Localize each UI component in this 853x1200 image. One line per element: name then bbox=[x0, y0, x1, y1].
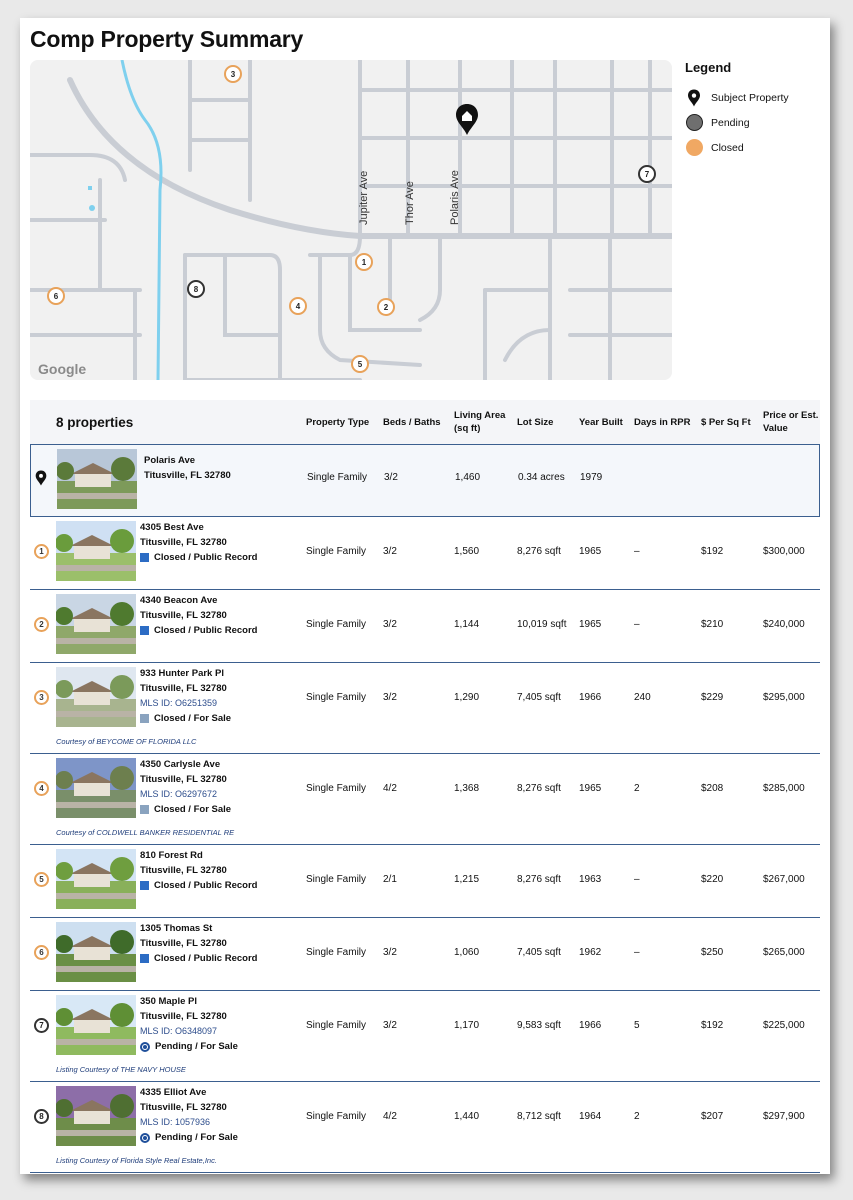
street-label-polaris: Polaris Ave bbox=[449, 170, 461, 225]
cell-year: 1965 bbox=[579, 783, 602, 794]
table-row[interactable] bbox=[30, 663, 820, 754]
col-header-area: Living Area (sq ft) bbox=[454, 410, 506, 434]
cell-lot: 9,583 sqft bbox=[517, 1020, 561, 1031]
mls-id[interactable]: MLS ID: O6251359 bbox=[140, 698, 218, 708]
cell-area: 1,290 bbox=[454, 692, 480, 703]
cell-lot: 0.34 acres bbox=[518, 472, 565, 483]
city-state-zip: Titusville, FL 32780 bbox=[140, 774, 227, 785]
status-label: Closed / Public Record bbox=[154, 552, 258, 563]
svg-text:1: 1 bbox=[361, 258, 367, 267]
listing-status bbox=[140, 550, 257, 565]
cell-area: 1,368 bbox=[454, 783, 480, 794]
cell-beds: 4/2 bbox=[383, 783, 397, 794]
status-label: Closed / For Sale bbox=[154, 713, 232, 724]
svg-text:5: 5 bbox=[357, 360, 363, 369]
status-label: Closed / For Sale bbox=[154, 804, 232, 815]
closed-status-icon bbox=[140, 954, 149, 963]
street-label-thor: Thor Ave bbox=[404, 181, 416, 225]
city-state-zip: Titusville, FL 32780 bbox=[140, 1011, 227, 1022]
cell-price: $285,000 bbox=[763, 783, 805, 794]
property-photo[interactable] bbox=[56, 667, 136, 727]
google-logo: Google bbox=[38, 361, 87, 377]
listing-status bbox=[140, 711, 231, 726]
cell-price: $265,000 bbox=[763, 947, 805, 958]
cell-beds: 3/2 bbox=[383, 1020, 397, 1031]
city-state-zip: Titusville, FL 32780 bbox=[140, 865, 227, 876]
map-pin-8[interactable] bbox=[188, 281, 204, 297]
cell-beds: 4/2 bbox=[383, 1111, 397, 1122]
cell-year: 1965 bbox=[579, 619, 602, 630]
home-location-pin-icon bbox=[685, 89, 703, 107]
cell-days: – bbox=[634, 619, 640, 630]
status-label: Closed / Public Record bbox=[154, 625, 258, 636]
col-header-ppsf: $ Per Sq Ft bbox=[701, 416, 751, 428]
comps-map[interactable] bbox=[30, 60, 672, 380]
cell-ppsf: $250 bbox=[701, 947, 724, 958]
street-address: 1305 Thomas St bbox=[140, 923, 213, 934]
cell-type: Single Family bbox=[306, 619, 367, 630]
cell-beds: 3/2 bbox=[383, 692, 397, 703]
cell-beds: 3/2 bbox=[383, 947, 397, 958]
cell-type: Single Family bbox=[306, 874, 367, 885]
listing-status bbox=[140, 951, 257, 966]
col-header-year: Year Built bbox=[579, 416, 623, 428]
cell-price: $297,900 bbox=[763, 1111, 805, 1122]
comp-marker: 4 bbox=[34, 781, 49, 796]
svg-text:7: 7 bbox=[644, 170, 650, 179]
cell-ppsf: $208 bbox=[701, 783, 724, 794]
closed-status-icon bbox=[140, 553, 149, 562]
cell-year: 1964 bbox=[579, 1111, 602, 1122]
closed-status-icon bbox=[140, 805, 149, 814]
property-address-block bbox=[140, 666, 231, 726]
property-photo[interactable] bbox=[56, 594, 136, 654]
svg-text:8: 8 bbox=[193, 285, 199, 294]
legend-label: Subject Property bbox=[711, 91, 789, 104]
property-address-block bbox=[140, 593, 257, 638]
street-address: 810 Forest Rd bbox=[140, 850, 203, 861]
legend-item-pending bbox=[685, 110, 825, 135]
closed-status-icon bbox=[140, 714, 149, 723]
cell-type: Single Family bbox=[306, 546, 367, 557]
street-label-jupiter: Jupiter Ave bbox=[358, 170, 370, 225]
status-label: Pending / For Sale bbox=[155, 1041, 238, 1052]
listing-courtesy: Courtesy of BEYCOME OF FLORIDA LLC bbox=[56, 737, 197, 746]
cell-type: Single Family bbox=[307, 472, 368, 483]
legend-title: Legend bbox=[685, 60, 732, 75]
property-address-block bbox=[144, 453, 231, 483]
cell-ppsf: $210 bbox=[701, 619, 724, 630]
cell-beds: 3/2 bbox=[383, 619, 397, 630]
cell-days: – bbox=[634, 546, 640, 557]
map-pin-3[interactable] bbox=[225, 66, 241, 82]
street-address: Polaris Ave bbox=[144, 455, 196, 466]
report-page bbox=[20, 18, 830, 1174]
property-photo[interactable] bbox=[56, 1086, 136, 1146]
cell-beds: 2/1 bbox=[383, 874, 397, 885]
cell-days: 240 bbox=[634, 692, 651, 703]
cell-year: 1963 bbox=[579, 874, 602, 885]
pending-status-icon bbox=[140, 1133, 150, 1143]
city-state-zip: Titusville, FL 32780 bbox=[140, 1102, 227, 1113]
street-address: 350 Maple Pl bbox=[140, 996, 198, 1007]
street-address: 4350 Carlysle Ave bbox=[140, 759, 221, 770]
mls-id[interactable]: MLS ID: 1057936 bbox=[140, 1117, 211, 1127]
status-label: Closed / Public Record bbox=[154, 953, 258, 964]
cell-beds: 3/2 bbox=[383, 546, 397, 557]
table-row[interactable] bbox=[30, 754, 820, 845]
property-photo[interactable] bbox=[57, 449, 137, 509]
property-photo[interactable] bbox=[56, 849, 136, 909]
cell-year: 1966 bbox=[579, 692, 602, 703]
cell-ppsf: $192 bbox=[701, 546, 724, 557]
cell-price: $267,000 bbox=[763, 874, 805, 885]
street-address: 4305 Best Ave bbox=[140, 522, 204, 533]
cell-beds: 3/2 bbox=[384, 472, 398, 483]
svg-text:6: 6 bbox=[53, 292, 59, 301]
subject-property-row[interactable] bbox=[30, 444, 820, 517]
comp-marker: 6 bbox=[34, 945, 49, 960]
comp-marker: 8 bbox=[34, 1109, 49, 1124]
property-address-block bbox=[140, 520, 257, 565]
pending-status-icon bbox=[140, 1042, 150, 1052]
map-pin-2[interactable] bbox=[378, 299, 394, 315]
map-pin-1[interactable] bbox=[356, 254, 372, 270]
closed-dot-icon bbox=[686, 139, 703, 156]
home-location-pin-icon bbox=[35, 470, 47, 491]
cell-price: $300,000 bbox=[763, 546, 805, 557]
legend-label: Pending bbox=[711, 116, 750, 129]
property-count: 8 properties bbox=[56, 414, 134, 430]
svg-text:2: 2 bbox=[383, 303, 389, 312]
cell-area: 1,215 bbox=[454, 874, 480, 885]
cell-type: Single Family bbox=[306, 783, 367, 794]
closed-status-icon bbox=[140, 626, 149, 635]
cell-year: 1966 bbox=[579, 1020, 602, 1031]
property-address-block bbox=[140, 1085, 238, 1145]
cell-year: 1962 bbox=[579, 947, 602, 958]
page-title: Comp Property Summary bbox=[30, 26, 304, 52]
cell-area: 1,060 bbox=[454, 947, 480, 958]
street-address: 4335 Elliot Ave bbox=[140, 1087, 207, 1098]
cell-days: 2 bbox=[634, 1111, 640, 1122]
cell-lot: 8,276 sqft bbox=[517, 874, 561, 885]
status-label: Closed / Public Record bbox=[154, 880, 258, 891]
property-address-block bbox=[140, 848, 257, 893]
table-row[interactable] bbox=[30, 517, 820, 590]
map-pin-4[interactable] bbox=[290, 298, 306, 314]
closed-status-icon bbox=[140, 881, 149, 890]
cell-days: – bbox=[634, 874, 640, 885]
map-pin-7[interactable] bbox=[639, 166, 655, 182]
city-state-zip: Titusville, FL 32780 bbox=[144, 470, 231, 481]
col-header-lot: Lot Size bbox=[517, 416, 554, 428]
table-row[interactable] bbox=[30, 845, 820, 918]
comps-table bbox=[30, 400, 820, 1173]
cell-type: Single Family bbox=[306, 947, 367, 958]
cell-type: Single Family bbox=[306, 692, 367, 703]
cell-ppsf: $207 bbox=[701, 1111, 724, 1122]
listing-courtesy: Listing Courtesy of Florida Style Real Estate,Inc. bbox=[56, 1156, 217, 1165]
property-address-block bbox=[140, 757, 231, 817]
comp-marker: 1 bbox=[34, 544, 49, 559]
cell-lot: 8,276 sqft bbox=[517, 546, 561, 557]
table-row[interactable] bbox=[30, 991, 820, 1082]
cell-area: 1,440 bbox=[454, 1111, 480, 1122]
comp-marker: 3 bbox=[34, 690, 49, 705]
map-canvas bbox=[30, 60, 672, 380]
col-header-beds: Beds / Baths bbox=[383, 416, 441, 428]
comp-marker: 7 bbox=[34, 1018, 49, 1033]
cell-year: 1979 bbox=[580, 472, 603, 483]
listing-status bbox=[140, 1130, 238, 1145]
cell-ppsf: $220 bbox=[701, 874, 724, 885]
table-row[interactable] bbox=[30, 1082, 820, 1173]
cell-ppsf: $229 bbox=[701, 692, 724, 703]
cell-lot: 8,712 sqft bbox=[517, 1111, 561, 1122]
cell-area: 1,170 bbox=[454, 1020, 480, 1031]
street-address: 933 Hunter Park Pl bbox=[140, 668, 224, 679]
cell-lot: 7,405 sqft bbox=[517, 692, 561, 703]
city-state-zip: Titusville, FL 32780 bbox=[140, 683, 227, 694]
table-row[interactable] bbox=[30, 590, 820, 663]
cell-price: $240,000 bbox=[763, 619, 805, 630]
cell-lot: 10,019 sqft bbox=[517, 619, 567, 630]
cell-lot: 7,405 sqft bbox=[517, 947, 561, 958]
cell-price: $225,000 bbox=[763, 1020, 805, 1031]
property-photo[interactable] bbox=[56, 995, 136, 1055]
cell-area: 1,460 bbox=[455, 472, 481, 483]
property-address-block bbox=[140, 921, 257, 966]
comp-marker: 2 bbox=[34, 617, 49, 632]
cell-area: 1,144 bbox=[454, 619, 480, 630]
mls-id[interactable]: MLS ID: O6297672 bbox=[140, 789, 218, 799]
cell-days: – bbox=[634, 947, 640, 958]
listing-courtesy: Courtesy of COLDWELL BANKER RESIDENTIAL RE bbox=[56, 828, 235, 837]
listing-status bbox=[140, 802, 231, 817]
cell-days: 5 bbox=[634, 1020, 640, 1031]
svg-text:4: 4 bbox=[295, 302, 301, 311]
comp-marker: 5 bbox=[34, 872, 49, 887]
property-photo[interactable] bbox=[56, 758, 136, 818]
pending-dot-icon bbox=[686, 114, 703, 131]
property-photo[interactable] bbox=[56, 922, 136, 982]
legend-label: Closed bbox=[711, 141, 744, 154]
legend-item-subject bbox=[685, 85, 825, 110]
col-header-days: Days in RPR bbox=[634, 416, 691, 428]
cell-ppsf: $192 bbox=[701, 1020, 724, 1031]
city-state-zip: Titusville, FL 32780 bbox=[140, 537, 227, 548]
map-pin-6[interactable] bbox=[48, 288, 64, 304]
legend-item-closed bbox=[685, 135, 825, 160]
city-state-zip: Titusville, FL 32780 bbox=[140, 938, 227, 949]
city-state-zip: Titusville, FL 32780 bbox=[140, 610, 227, 621]
listing-status bbox=[140, 1039, 238, 1054]
street-address: 4340 Beacon Ave bbox=[140, 595, 218, 606]
cell-year: 1965 bbox=[579, 546, 602, 557]
property-photo[interactable] bbox=[56, 521, 136, 581]
cell-lot: 8,276 sqft bbox=[517, 783, 561, 794]
cell-type: Single Family bbox=[306, 1020, 367, 1031]
cell-area: 1,560 bbox=[454, 546, 480, 557]
svg-text:3: 3 bbox=[230, 70, 236, 79]
mls-id[interactable]: MLS ID: O6348097 bbox=[140, 1026, 218, 1036]
listing-status bbox=[140, 878, 257, 893]
col-header-price: Price or Est. Value bbox=[763, 410, 819, 434]
cell-days: 2 bbox=[634, 783, 640, 794]
table-row[interactable] bbox=[30, 918, 820, 991]
property-address-block bbox=[140, 994, 238, 1054]
status-label: Pending / For Sale bbox=[155, 1132, 238, 1143]
listing-courtesy: Listing Courtesy of THE NAVY HOUSE bbox=[56, 1065, 186, 1074]
cell-type: Single Family bbox=[306, 1111, 367, 1122]
cell-price: $295,000 bbox=[763, 692, 805, 703]
map-legend bbox=[685, 60, 825, 160]
map-pin-5[interactable] bbox=[352, 356, 368, 372]
listing-status bbox=[140, 623, 257, 638]
table-header bbox=[30, 400, 820, 444]
col-header-type: Property Type bbox=[306, 416, 370, 428]
